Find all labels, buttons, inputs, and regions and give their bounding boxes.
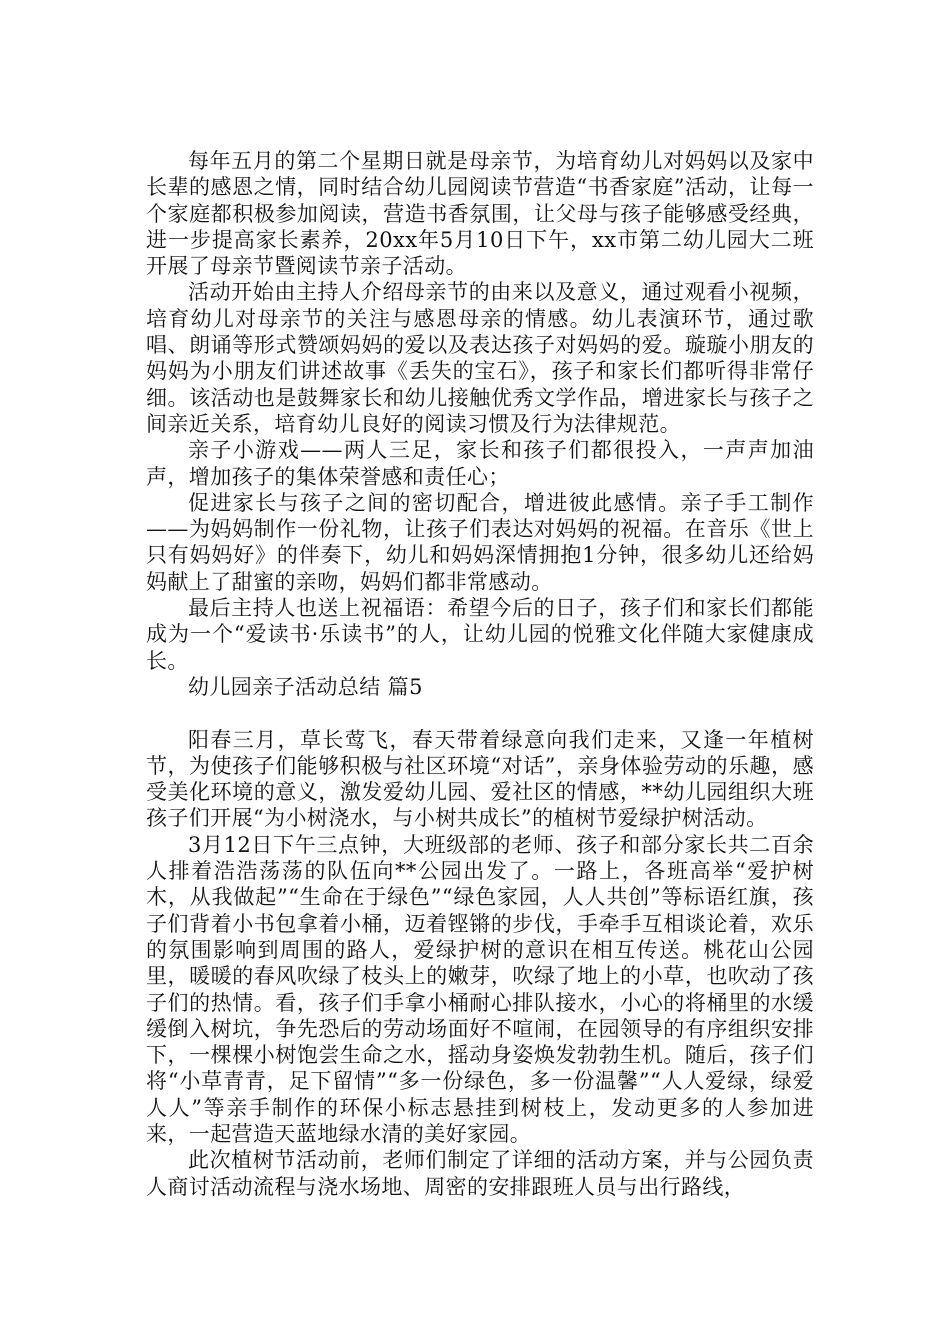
paragraph: 亲子小游戏——两人三足，家长和孩子们都很投入，一声声加油声，增加孩子的集体荣誉感和责任心； bbox=[146, 438, 814, 489]
paragraph: 促进家长与孩子之间的密切配合，增进彼此感情。亲子手工制作——为妈妈制作一份礼物，让孩子们表达对妈妈的祝福。在音乐《世上只有妈妈好》的伴奏下，幼儿和妈妈深情拥抱1分钟，很多幼儿还给妈妈献上了甜蜜的亲吻，妈妈们都非常感动。 bbox=[146, 490, 814, 594]
paragraph: 此次植树节活动前，老师们制定了详细的活动方案，并与公园负责人商讨活动流程与浇水场地、周密的安排跟班人员与出行路线， bbox=[146, 1148, 814, 1199]
paragraph: 最后主持人也送上祝福语：希望今后的日子，孩子们和家长们都能成为一个“爱读书·乐读书”的人，让幼儿园的悦雅文化伴随大家健康成长。 bbox=[146, 596, 814, 673]
paragraph: 活动开始由主持人介绍母亲节的由来以及意义，通过观看小视频，培育幼儿对母亲节的关注与感恩母亲的情感。幼儿表演环节，通过歌唱、朗诵等形式赞颂妈妈的爱以及表达孩子对妈妈的爱。璇璇小朋友的妈妈为小朋友们讲述故事《丢失的宝石》，孩子和家长们都听得非常仔细。该活动也是鼓舞家长和幼儿接触优秀文学作品，增进家长与孩子之间亲近关系，培育幼儿良好的阅读习惯及行为法律规范。 bbox=[146, 280, 814, 436]
section-heading: 幼儿园亲子活动总结 篇5 bbox=[188, 674, 423, 699]
paragraph: 每年五月的第二个星期日就是母亲节，为培育幼儿对妈妈以及家中长辈的感恩之情，同时结合幼儿园阅读节营造“书香家庭”活动，让每一个家庭都积极参加阅读，营造书香氛围，让父母与孩子能够感受经典，进一步提高家长素养，20xx年5月10日下午，xx市第二幼儿园大二班开展了母亲节暨阅读节亲子活动。 bbox=[146, 149, 814, 279]
paragraph: 3月12日下午三点钟，大班级部的老师、孩子和部分家长共二百余人排着浩浩荡荡的队伍向**公园出发了。一路上，各班高举“爱护树木，从我做起”“生命在于绿色”“绿色家园，人人共创”等标语红旗，孩子们背着小书包拿着小桶，迈着铿锵的步伐，手牵手互相谈论着，欢乐的氛围影响到周围的路人，爱绿护树的意识在相互传送。桃花山公园里，暖暖的春风吹绿了枝头上的嫩芽，吹绿了地上的小草，也吹动了孩子们的热情。看，孩子们手拿小桶耐心排队接水，小心的将桶里的水缓缓倒入树坑，争先恐后的劳动场面好不喧闹，在园领导的有序组织安排下，一棵棵小树饱尝生命之水，摇动身姿焕发勃勃生机。随后，孩子们将“小草青青，足下留情”“多一份绿色，多一份温馨”“人人爱绿，绿爱人人”等亲手制作的环保小标志悬挂到树枝上，发动更多的人参加进来，一起营造天蓝地绿水清的美好家园。 bbox=[146, 832, 814, 1146]
document-body bbox=[146, 148, 814, 1200]
blank-line bbox=[146, 700, 814, 726]
paragraph: 阳春三月，草长莺飞，春天带着绿意向我们走来，又逢一年植树节，为使孩子们能够积极与社区环境“对话”，亲身体验劳动的乐趣，感受美化环境的意义，激发爱幼儿园、爱社区的情感，**幼儿园组织大班孩子们开展“为小树浇水，与小树共成长”的植树节爱绿护树活动。 bbox=[146, 727, 814, 831]
